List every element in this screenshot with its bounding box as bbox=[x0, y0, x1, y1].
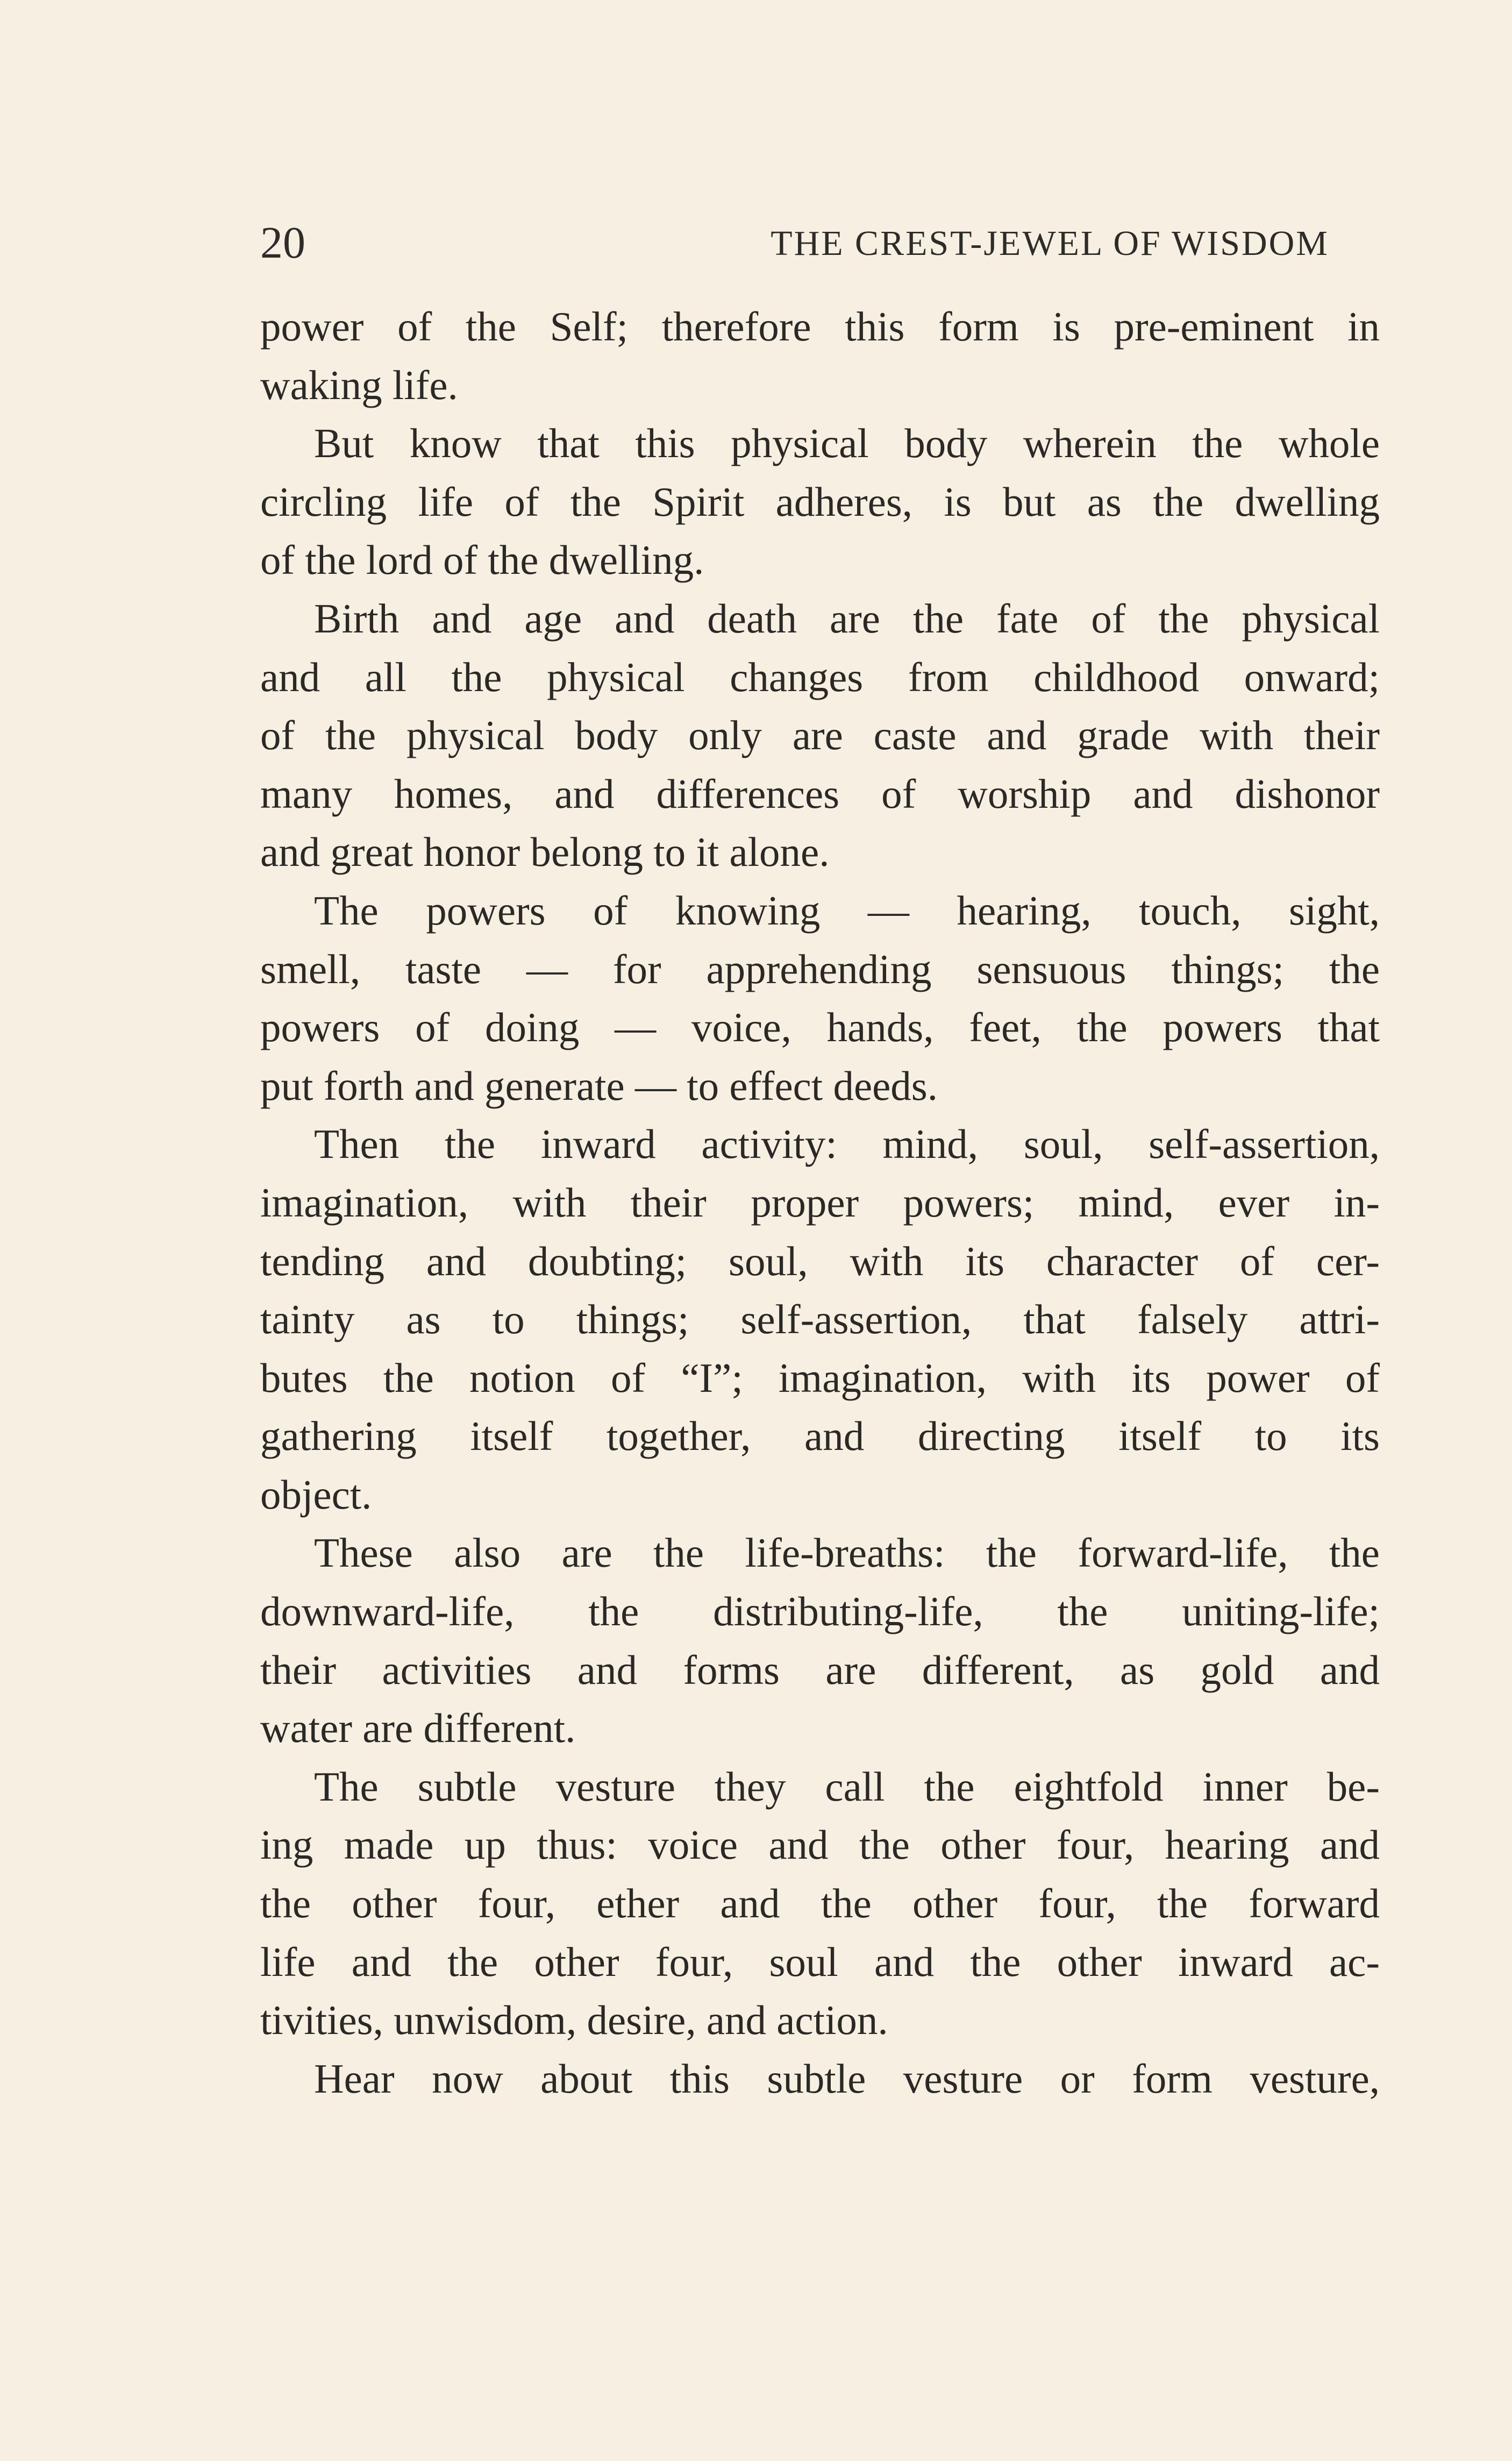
text-line: These also are the life-breaths: the forward-life, the bbox=[314, 1530, 1380, 1576]
text-line: many homes, and differences of worship and dishonor bbox=[260, 770, 1380, 817]
text-line: smell, taste — for apprehending sensuous things; the bbox=[260, 945, 1380, 992]
text-line: power of the Self; therefore this form is pre-eminent in bbox=[260, 303, 1380, 350]
paragraph bbox=[260, 589, 1380, 881]
text-line: object. bbox=[260, 1471, 372, 1518]
text-line: But know that this physical body wherein the whole bbox=[314, 420, 1380, 467]
text-line: of the physical body only are caste and grade with their bbox=[260, 712, 1380, 759]
body-text bbox=[260, 297, 1380, 2108]
running-title: THE CREST-JEWEL OF WISDOM bbox=[771, 224, 1329, 263]
paragraph bbox=[260, 297, 1380, 414]
paragraph bbox=[260, 1758, 1380, 2050]
text-line: Then the inward activity: mind, soul, self-assertion, bbox=[314, 1121, 1380, 1168]
text-line: downward-life, the distributing-life, the uniting-life; bbox=[260, 1588, 1380, 1635]
text-line: and all the physical changes from childhood onward; bbox=[260, 653, 1380, 700]
paragraph bbox=[260, 881, 1380, 1115]
text-line: ing made up thus: voice and the other four, hearing and bbox=[260, 1822, 1380, 1868]
text-line: circling life of the Spirit adheres, is but as the dwelling bbox=[260, 478, 1380, 525]
text-line: tending and doubting; soul, with its character of cer- bbox=[260, 1237, 1380, 1284]
text-line: waking life. bbox=[260, 361, 458, 408]
text-line: Birth and age and death are the fate of the physical bbox=[314, 595, 1380, 642]
text-line: their activities and forms are different, as gold and bbox=[260, 1646, 1380, 1693]
text-line: life and the other four, soul and the other inward ac- bbox=[260, 1938, 1380, 1985]
text-line: tivities, unwisdom, desire, and action. bbox=[260, 1997, 888, 2044]
text-line: imagination, with their proper powers; mind, ever in- bbox=[260, 1179, 1380, 1226]
text-line: and great honor belong to it alone. bbox=[260, 829, 830, 876]
paragraph bbox=[260, 414, 1380, 589]
text-line: Hear now about this subtle vesture or form vesture, bbox=[314, 2055, 1380, 2102]
text-line: gathering itself together, and directing itself to its bbox=[260, 1413, 1380, 1460]
paragraph bbox=[260, 1524, 1380, 1757]
page-number: 20 bbox=[260, 218, 305, 268]
text-line: tainty as to things; self-assertion, that falsely attri- bbox=[260, 1296, 1380, 1343]
text-line: the other four, ether and the other four, the forward bbox=[260, 1880, 1380, 1927]
text-line: water are different. bbox=[260, 1705, 576, 1752]
text-line: The powers of knowing — hearing, touch, sight, bbox=[314, 887, 1380, 934]
text-line: of the lord of the dwelling. bbox=[260, 537, 704, 584]
paragraph bbox=[260, 1115, 1380, 1524]
paragraph bbox=[260, 2050, 1380, 2108]
text-line: butes the notion of “I”; imagination, with its power of bbox=[260, 1354, 1380, 1401]
text-line: powers of doing — voice, hands, feet, the powers that bbox=[260, 1004, 1380, 1051]
text-line: The subtle vesture they call the eightfold inner be- bbox=[314, 1763, 1380, 1810]
text-line: put forth and generate — to effect deeds. bbox=[260, 1062, 938, 1109]
